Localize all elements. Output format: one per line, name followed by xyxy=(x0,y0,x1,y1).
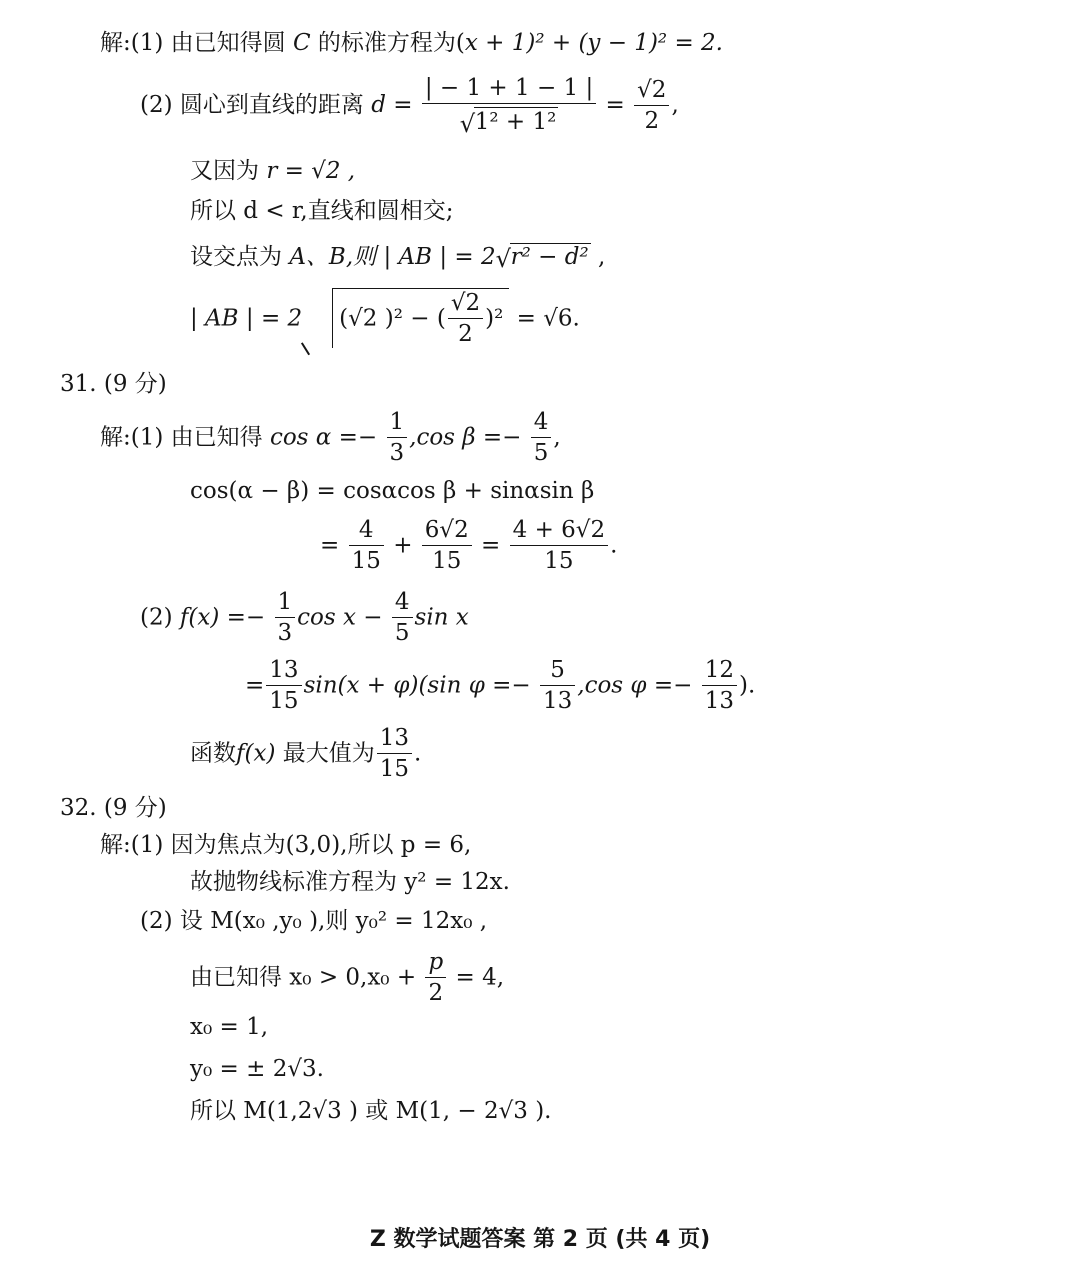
q31-line-5: = $\frac{13}{15}$ sin(x + φ)(sin φ =− $\frac{5}{13}$ ,cos φ =− $\frac{12}{13}$ ). xyxy=(245,657,756,715)
q32-line-7: 所以 M(1,2√3 ) 或 M(1, − 2√3 ). xyxy=(190,1098,552,1124)
p30-line-5: 设交点为 A、B,则 | AB | = 2√ r² − d² , xyxy=(190,243,605,269)
q32-line-5: x₀ = 1, xyxy=(190,1014,269,1040)
distance-result: $\frac{√2}{2}$ xyxy=(634,78,669,135)
p30-line-6: | AB | = 2 (√2 )² − ( $\frac{√2}{2}$ )² = √6. xyxy=(190,290,580,348)
p30-line-1: 解:(1) 由已知得圆 C 的标准方程为(x + 1)² + (y − 1)² = 2. xyxy=(100,30,723,56)
p30-line-2: (2) 圆心到直线的距离 d = | − 1 + 1 − 1 | √ 1² + 1² = $\frac{√2}{2}$ , xyxy=(140,76,679,136)
q31-line-1: 解:(1) 由已知得 cos α =− $\frac{1}{3}$ ,cos β =− $\frac{4}{5}$ , xyxy=(100,409,561,467)
page-footer: Z 数学试题答案 第 2 页 (共 4 页) xyxy=(369,1227,711,1252)
q32-line-6: y₀ = ± 2√3. xyxy=(190,1056,324,1082)
q32-heading: 32. (9 分) xyxy=(60,795,167,821)
q32-line-2: 故抛物线标准方程为 y² = 12x. xyxy=(190,869,510,895)
p30-line-4: 所以 d < r,直线和圆相交; xyxy=(190,198,454,224)
q32-line-4: 由已知得 x₀ > 0,x₀ + $\frac{p}{2}$ = 4, xyxy=(190,949,505,1007)
q32-line-1: 解:(1) 因为焦点为(3,0),所以 p = 6, xyxy=(100,832,472,858)
distance-fraction: | − 1 + 1 − 1 | √ 1² + 1² xyxy=(422,76,596,136)
p30-line-3: 又因为 r = √2 , xyxy=(190,158,356,184)
q32-line-3: (2) 设 M(x₀ ,y₀ ),则 y₀² = 12x₀ , xyxy=(140,908,488,934)
q31-line-4: (2) f(x) =− $\frac{1}{3}$ cos x − $\frac{4}{5}$ sin x xyxy=(140,589,469,647)
q31-line-6: 函数f(x) 最大值为 $\frac{13}{15}$ . xyxy=(190,725,422,783)
q31-line-2: cos(α − β) = cosαcos β + sinαsin β xyxy=(190,478,595,504)
q31-heading: 31. (9 分) xyxy=(60,371,167,397)
q31-line-3: = $\frac{4}{15}$ + $\frac{6√2}{15}$ = $\frac{4 + 6√2}{15}$ . xyxy=(320,517,618,575)
